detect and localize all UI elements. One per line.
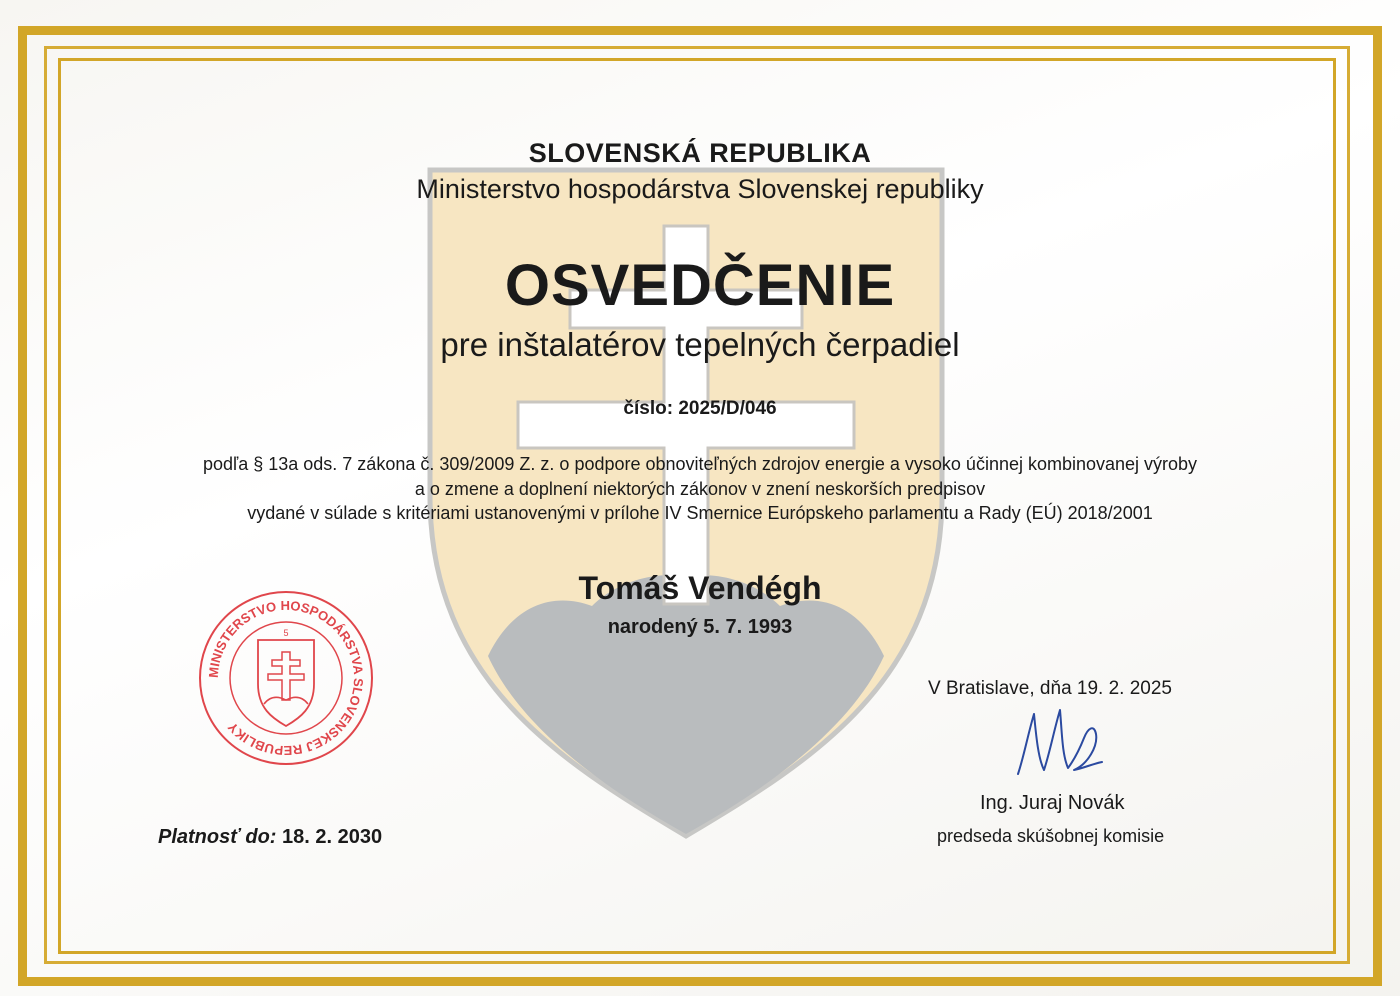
certificate-subtitle: pre inštalatérov tepelných čerpadiel <box>440 326 960 363</box>
seal-ring-text: MINISTERSTVO HOSPODÁRSTVA SLOVENSKEJ REPUBLIKY <box>205 597 367 759</box>
signer-role: predseda skúšobnej komisie <box>937 826 1165 846</box>
holder-birth-date: narodený 5. 7. 1993 <box>607 616 793 638</box>
seal-hills <box>264 697 308 704</box>
handwritten-signature <box>1010 704 1106 784</box>
legal-basis-line: podľa § 13a ods. 7 zákona č. 309/2009 Z. z. o podpore obnoviteľných zdrojov energie a vysoko účinnej kombinovanej výroby <box>202 454 1198 474</box>
certificate-title: OSVEDČENIE <box>504 253 896 318</box>
country-heading: SLOVENSKÁ REPUBLIKA <box>528 138 872 168</box>
seal-shield <box>258 640 314 726</box>
validity-label: Platnosť do: <box>158 826 277 848</box>
legal-basis-line: a o zmene a doplnení niektorých zákonov v znení neskorších predpisov <box>414 479 986 499</box>
seal-cross <box>268 652 304 700</box>
seal-center-number: 5 <box>283 628 289 638</box>
signature-stroke <box>1018 710 1102 774</box>
official-seal-icon <box>196 588 376 768</box>
issue-place-date: V Bratislave, dňa 19. 2. 2025 <box>928 678 1172 699</box>
ministry-heading: Ministerstvo hospodárstva Slovenskej republiky <box>416 174 984 204</box>
legal-basis-line: vydané v súlade s kritériami ustanovenými v prílohe IV Smernice Európskeho parlamentu a Rady (EÚ) 2018/2001 <box>247 503 1153 523</box>
holder-name: Tomáš Vendégh <box>578 570 822 606</box>
validity-date: 18. 2. 2030 <box>282 826 383 848</box>
signer-name: Ing. Juraj Novák <box>980 792 1125 814</box>
certificate-number: číslo: 2025/D/046 <box>623 398 777 419</box>
validity-line <box>158 826 382 849</box>
emblem-hills <box>488 575 884 834</box>
